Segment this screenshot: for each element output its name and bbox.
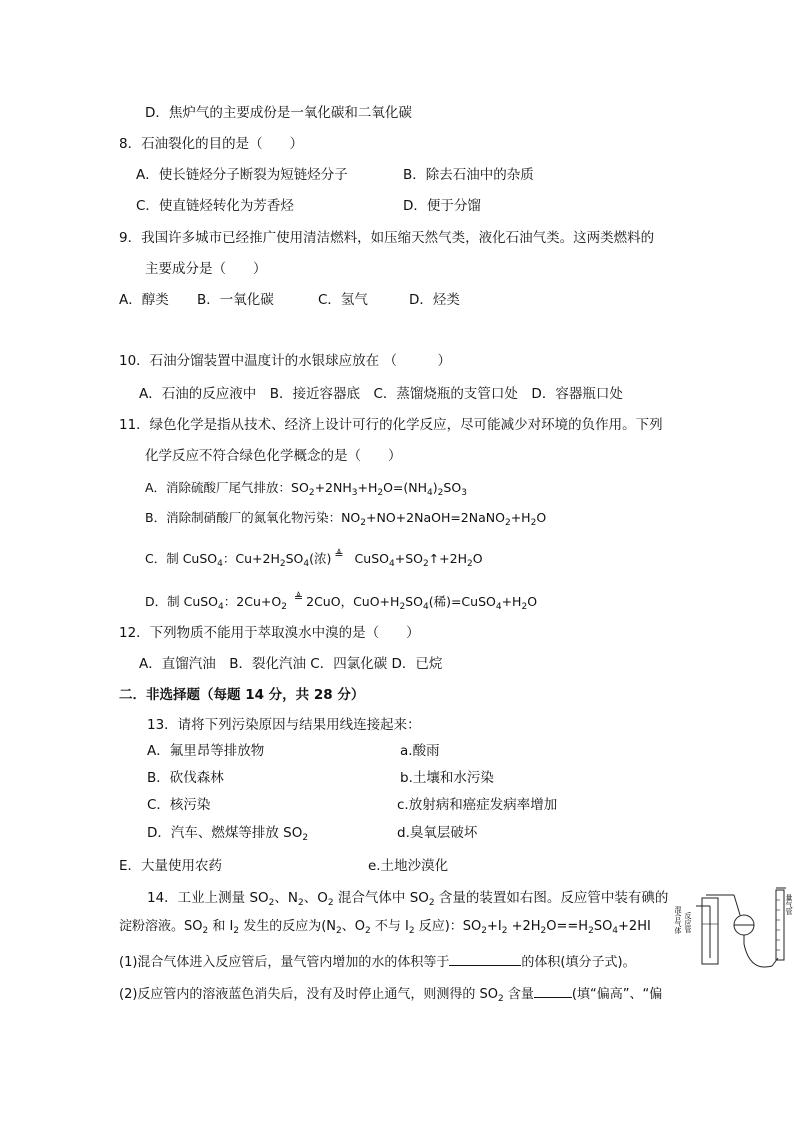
q13-left-b: B．砍伐森林 xyxy=(147,770,224,786)
q8-option-a: A．使长链烃分子断裂为短链烃分子 xyxy=(136,167,348,183)
q14-part2: (2)反应管内的溶液蓝色消失后，没有及时停止通气，则测得的 $SO_2$ 含量 (填“偏高”、“偏 xyxy=(119,983,662,1004)
q14-stem-line1: 14．工业上测量 $SO_2$、$N_2$、$O_2$ 混合气体中 $SO_2$ 含量的装置如右图。反应管中装有碘的 xyxy=(147,890,669,908)
q12-stem: 12．下列物质不能用于萃取溴水中溴的是（ ） xyxy=(119,625,420,641)
q11-option-a: A．消除硫酸厂尾气排放：$SO_2+2NH_3+H_2O=(NH_4)_2SO_3$ xyxy=(145,480,467,498)
q13-left-e: E．大量使用农药 xyxy=(119,858,223,874)
q13-left-d: D．汽车、燃煤等排放 $SO_2$ xyxy=(147,825,309,843)
q11-stem-line2: 化学反应不符合绿色化学概念的是（ ） xyxy=(145,448,402,464)
q14-stem-line2: 淀粉溶液。$SO_2$ 和 $I_2$ 发生的反应为($N_2$、$O_2$ 不与 $I_2$ 反应)：$SO_2+I_2 +2H_2O==H_2SO_4+2HI$ xyxy=(119,919,651,936)
q8-stem: 8．石油裂化的目的是（ ） xyxy=(119,136,304,152)
q12-options: A．直馏汽油 B．裂化汽油 C．四氯化碳 D．已烷 xyxy=(139,656,443,672)
label-reaction-tube: 反应管 xyxy=(684,912,692,933)
q10-options: A．石油的反应液中 B．接近容器底 C．蒸馏烧瓶的支管口处 D．容器瓶口处 xyxy=(139,386,623,402)
label-mixed-gas: 混合气体 xyxy=(674,906,682,934)
q9-option-a: A．醇类 xyxy=(119,292,169,308)
q9-option-b: B．一氧化碳 xyxy=(197,292,274,308)
q11-option-b: B．消除制硝酸厂的氮氧化物污染：$NO_2+NO+2NaOH=2NaNO_2+H_2O$ xyxy=(145,510,547,528)
q13-right-c: c.放射病和癌症发病率增加 xyxy=(397,797,558,813)
q11-option-d: D．制 CuSO$_4$：$2Cu+O_2$ ≜ 2CuO，$CuO+H_2SO_4$(稀)$=CuSO_4+H_2O$ xyxy=(145,591,538,612)
heating-symbol: ≜ xyxy=(293,591,304,604)
q11-option-c: C．制 CuSO$_4$：$Cu+2H_2SO_4$(浓) ≜ $CuSO_4+SO_2↑+2H_2O$ xyxy=(145,548,483,569)
q11-stem-line1: 11．绿色化学是指从技术、经济上设计可行的化学反应，尽可能减少对环境的负作用。下列 xyxy=(119,417,663,433)
heating-symbol: ≜ xyxy=(334,548,344,561)
label-burette: 量气管 xyxy=(785,894,793,915)
q8-option-c: C．使直链烃转化为芳香烃 xyxy=(136,198,294,214)
section-heading: 二．非选择题（每题 14 分，共 28 分） xyxy=(119,687,365,703)
q8-option-d: D．便于分馏 xyxy=(403,198,481,214)
q9-stem-line2: 主要成分是（ ） xyxy=(145,261,267,277)
q14-part1: (1)混合气体进入反应管后，量气管内增加的水的体积等于 的体积(填分子式)。 xyxy=(119,951,636,972)
q13-right-d: d.臭氧层破坏 xyxy=(397,825,478,841)
answer-blank[interactable] xyxy=(449,951,521,966)
q9-option-c: C．氢气 xyxy=(318,292,368,308)
answer-blank[interactable] xyxy=(534,983,572,998)
gas-measuring-apparatus-diagram xyxy=(672,884,794,978)
q9-stem-line1: 9．我国许多城市已经推广使用清洁燃料，如压缩天然气类，液化石油气类。这两类燃料的 xyxy=(119,230,655,246)
q13-right-b: b.土壤和水污染 xyxy=(400,770,494,786)
q8-option-b: B．除去石油中的杂质 xyxy=(403,167,534,183)
q7-option-d: D．焦炉气的主要成份是一氧化碳和二氧化碳 xyxy=(145,105,412,121)
q13-right-e: e.土地沙漠化 xyxy=(368,858,449,874)
q13-right-a: a.酸雨 xyxy=(400,743,440,759)
q13-left-a: A．氟里昂等排放物 xyxy=(147,743,265,759)
q10-stem: 10．石油分馏装置中温度计的水银球应放在 （ ） xyxy=(119,353,451,369)
q13-left-c: C．核污染 xyxy=(147,797,211,813)
q9-option-d: D．烃类 xyxy=(409,292,460,308)
q13-stem: 13．请将下列污染原因与结果用线连接起来： xyxy=(147,717,421,733)
gas-burette xyxy=(776,890,784,960)
